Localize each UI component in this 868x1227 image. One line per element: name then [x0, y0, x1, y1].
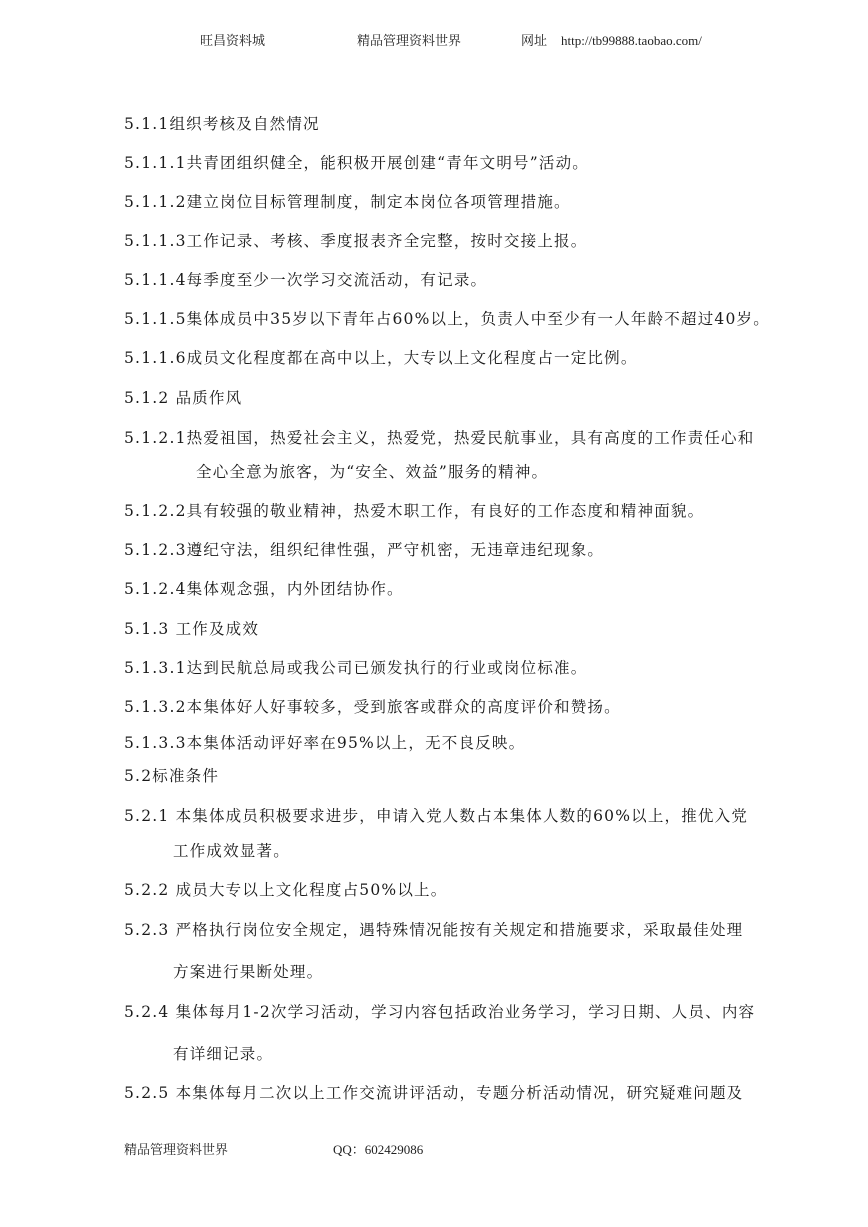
item-5-1-2-1-cont: 全心全意为旅客，为“安全、效益”服务的精神。	[196, 463, 549, 481]
item-5-2-4: 5.2.4 集体每月1-2次学习活动，学习内容包括政治业务学习，学习日期、人员、内容	[124, 1003, 756, 1021]
item-5-1-3-3: 5.1.3.3本集体活动评好率在95%以上，无不良反映。	[124, 734, 526, 752]
footer-left-text: 精品管理资料世界	[124, 1142, 229, 1157]
header-url-link[interactable]: http://tb99888.taobao.com/	[561, 33, 702, 48]
page-footer	[0, 1139, 868, 1159]
heading-5-1-2: 5.1.2 品质作风	[124, 389, 243, 407]
heading-5-1-1: 5.1.1组织考核及自然情况	[124, 115, 320, 133]
item-5-1-2-1: 5.1.2.1热爱祖国，热爱社会主义，热爱党，热爱民航事业，具有高度的工作责任心和	[124, 429, 755, 447]
item-5-1-1-4: 5.1.1.4每季度至少一次学习交流活动，有记录。	[124, 271, 488, 289]
item-5-2-3-cont: 方案进行果断处理。	[173, 963, 324, 981]
item-5-2-4-cont: 有详细记录。	[173, 1045, 274, 1063]
item-5-1-1-1: 5.1.1.1共青团组织健全，能积极开展创建“青年文明号”活动。	[124, 154, 589, 172]
item-5-1-2-2: 5.1.2.2具有较强的敬业精神，热爱木职工作，有良好的工作态度和精神面貌。	[124, 502, 705, 520]
item-5-1-1-6: 5.1.1.6成员文化程度都在高中以上，大专以上文化程度占一定比例。	[124, 349, 638, 367]
item-5-1-1-2: 5.1.1.2建立岗位目标管理制度，制定本岗位各项管理措施。	[124, 193, 571, 211]
header-center-text: 精品管理资料世界	[357, 33, 462, 48]
footer-qq-text: QQ：602429086	[333, 1142, 424, 1157]
heading-5-2: 5.2标准条件	[124, 767, 220, 785]
item-5-2-1-cont: 工作成效显著。	[173, 842, 290, 860]
item-5-2-3: 5.2.3 严格执行岗位安全规定，遇特殊情况能按有关规定和措施要求，采取最佳处理	[124, 921, 744, 939]
header-right	[521, 30, 702, 49]
item-5-1-3-1: 5.1.3.1达到民航总局或我公司已颁发执行的行业或岗位标准。	[124, 659, 588, 677]
item-5-1-2-3: 5.1.2.3遵纪守法，组织纪律性强，严守机密，无违章违纪现象。	[124, 541, 605, 559]
item-5-1-3-2: 5.1.3.2本集体好人好事较多，受到旅客或群众的高度评价和赞扬。	[124, 698, 621, 716]
header-left-text: 旺昌资料城	[200, 33, 266, 48]
page-header	[0, 30, 868, 50]
item-5-2-1: 5.2.1 本集体成员积极要求进步，申请入党人数占本集体人数的60%以上，推优入党	[124, 807, 749, 825]
item-5-2-2: 5.2.2 成员大专以上文化程度占50%以上。	[124, 881, 448, 899]
item-5-1-1-5: 5.1.1.5集体成员中35岁以下青年占60%以上，负责人中至少有一人年龄不超过40岁。	[124, 310, 770, 328]
heading-5-1-3: 5.1.3 工作及成效	[124, 620, 260, 638]
item-5-1-1-3: 5.1.1.3工作记录、考核、季度报表齐全完整，按时交接上报。	[124, 232, 588, 250]
header-url-label: 网址	[521, 33, 548, 48]
item-5-2-5: 5.2.5 本集体每月二次以上工作交流讲评活动，专题分析活动情况，研究疑难问题及	[124, 1084, 744, 1102]
item-5-1-2-4: 5.1.2.4集体观念强，内外团结协作。	[124, 580, 404, 598]
